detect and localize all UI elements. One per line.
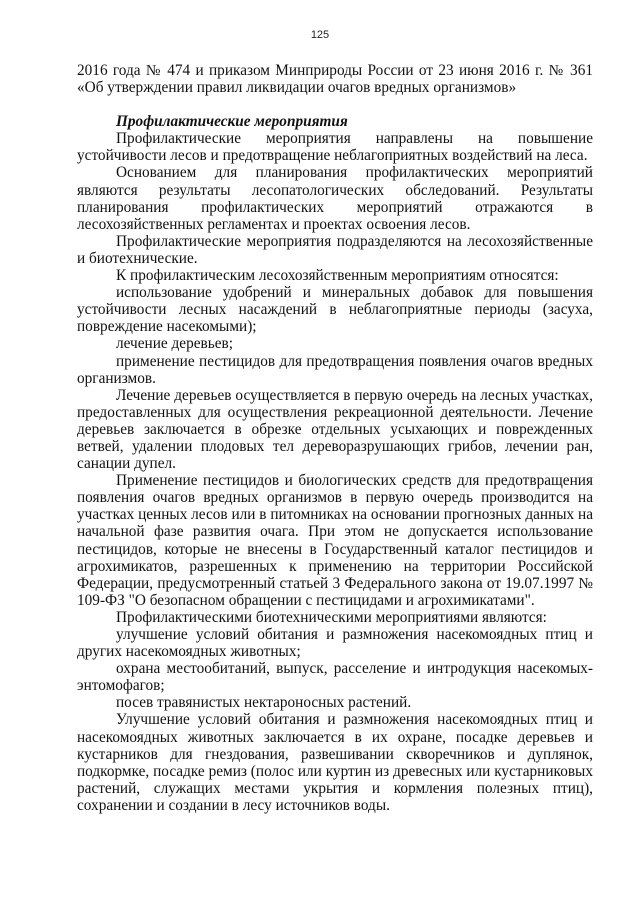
list-item: охрана местообитаний, выпуск, расселение и интродукция насекомых-энтомофагов; [77, 660, 593, 695]
paragraph: Профилактические мероприятия направлены на повышение устойчивости лесов и предотвращение неблагоприятных воздействий на леса. [77, 130, 593, 165]
paragraph: Профилактические мероприятия подразделяются на лесохозяйственные и биотехнические. [77, 232, 593, 267]
list-item: использование удобрений и минеральных добавок для повышения устойчивости лесных насаждений в неблагоприятные периоды (засуха, повреждение насекомыми); [77, 284, 593, 336]
paragraph-continuation: 2016 года № 474 и приказом Минприроды России от 23 июня 2016 г. № 361 «Об утверждении правил ликвидации очагов вредных организмов» [77, 62, 593, 97]
list-item: лечение деревьев; [116, 335, 233, 353]
paragraph: Лечение деревьев осуществляется в первую очередь на лесных участках, предоставленных для осуществления рекреационной деятельности. Лечение деревьев заключается в обрезке отдельных усыхающих и поврежденных ветвей, удалении плодовых тел дереворазрушающих грибов, лечении ран, санации дупел. [77, 386, 593, 473]
page-number: 125 [310, 29, 330, 41]
list-item: посев травянистых нектароносных растений. [116, 694, 412, 712]
list-item: улучшение условий обитания и размножения насекомоядных птиц и других насекомоядных животных; [77, 626, 593, 661]
section-heading: Профилактические мероприятия [116, 113, 348, 131]
list-item: применение пестицидов для предотвращения появления очагов вредных организмов. [77, 352, 593, 387]
paragraph: К профилактическим лесохозяйственным мероприятиям относятся: [116, 267, 559, 285]
document-body [77, 62, 593, 814]
paragraph: Улучшение условий обитания и размножения насекомоядных птиц и насекомоядных животных заключается в их охране, посадке деревьев и кустарников для гнездования, развешивании скворечников и дуплянок, подкормке, посадке ремиз (полос или куртин из древесных или кустарниковых растений, служащих местами укрытия и кормления полезных птиц), сохранении и создании в лесу источников воды. [77, 711, 593, 814]
paragraph: Профилактическими биотехническими мероприятиями являются: [116, 608, 547, 626]
paragraph: Применение пестицидов и биологических средств для предотвращения появления очагов вредных организмов в первую очередь производится на участках ценных лесов или в питомниках на основании прогнозных данных на начальной фазе развития очага. При этом не допускается использование пестицидов, которые не внесены в Государственный каталог пестицидов и агрохимикатов, разрешенных к применению на территории Российской Федерации, предусмотренный статьей 3 Федерального закона от 19.07.1997 № 109-ФЗ "О безопасном обращении с пестицидами и агрохимикатами". [77, 472, 593, 609]
paragraph: Основанием для планирования профилактических мероприятий являются результаты лесопатологических обследований. Результаты планирования профилактических мероприятий отражаются в лесохозяйственных регламентах и проектах освоения лесов. [77, 164, 593, 233]
